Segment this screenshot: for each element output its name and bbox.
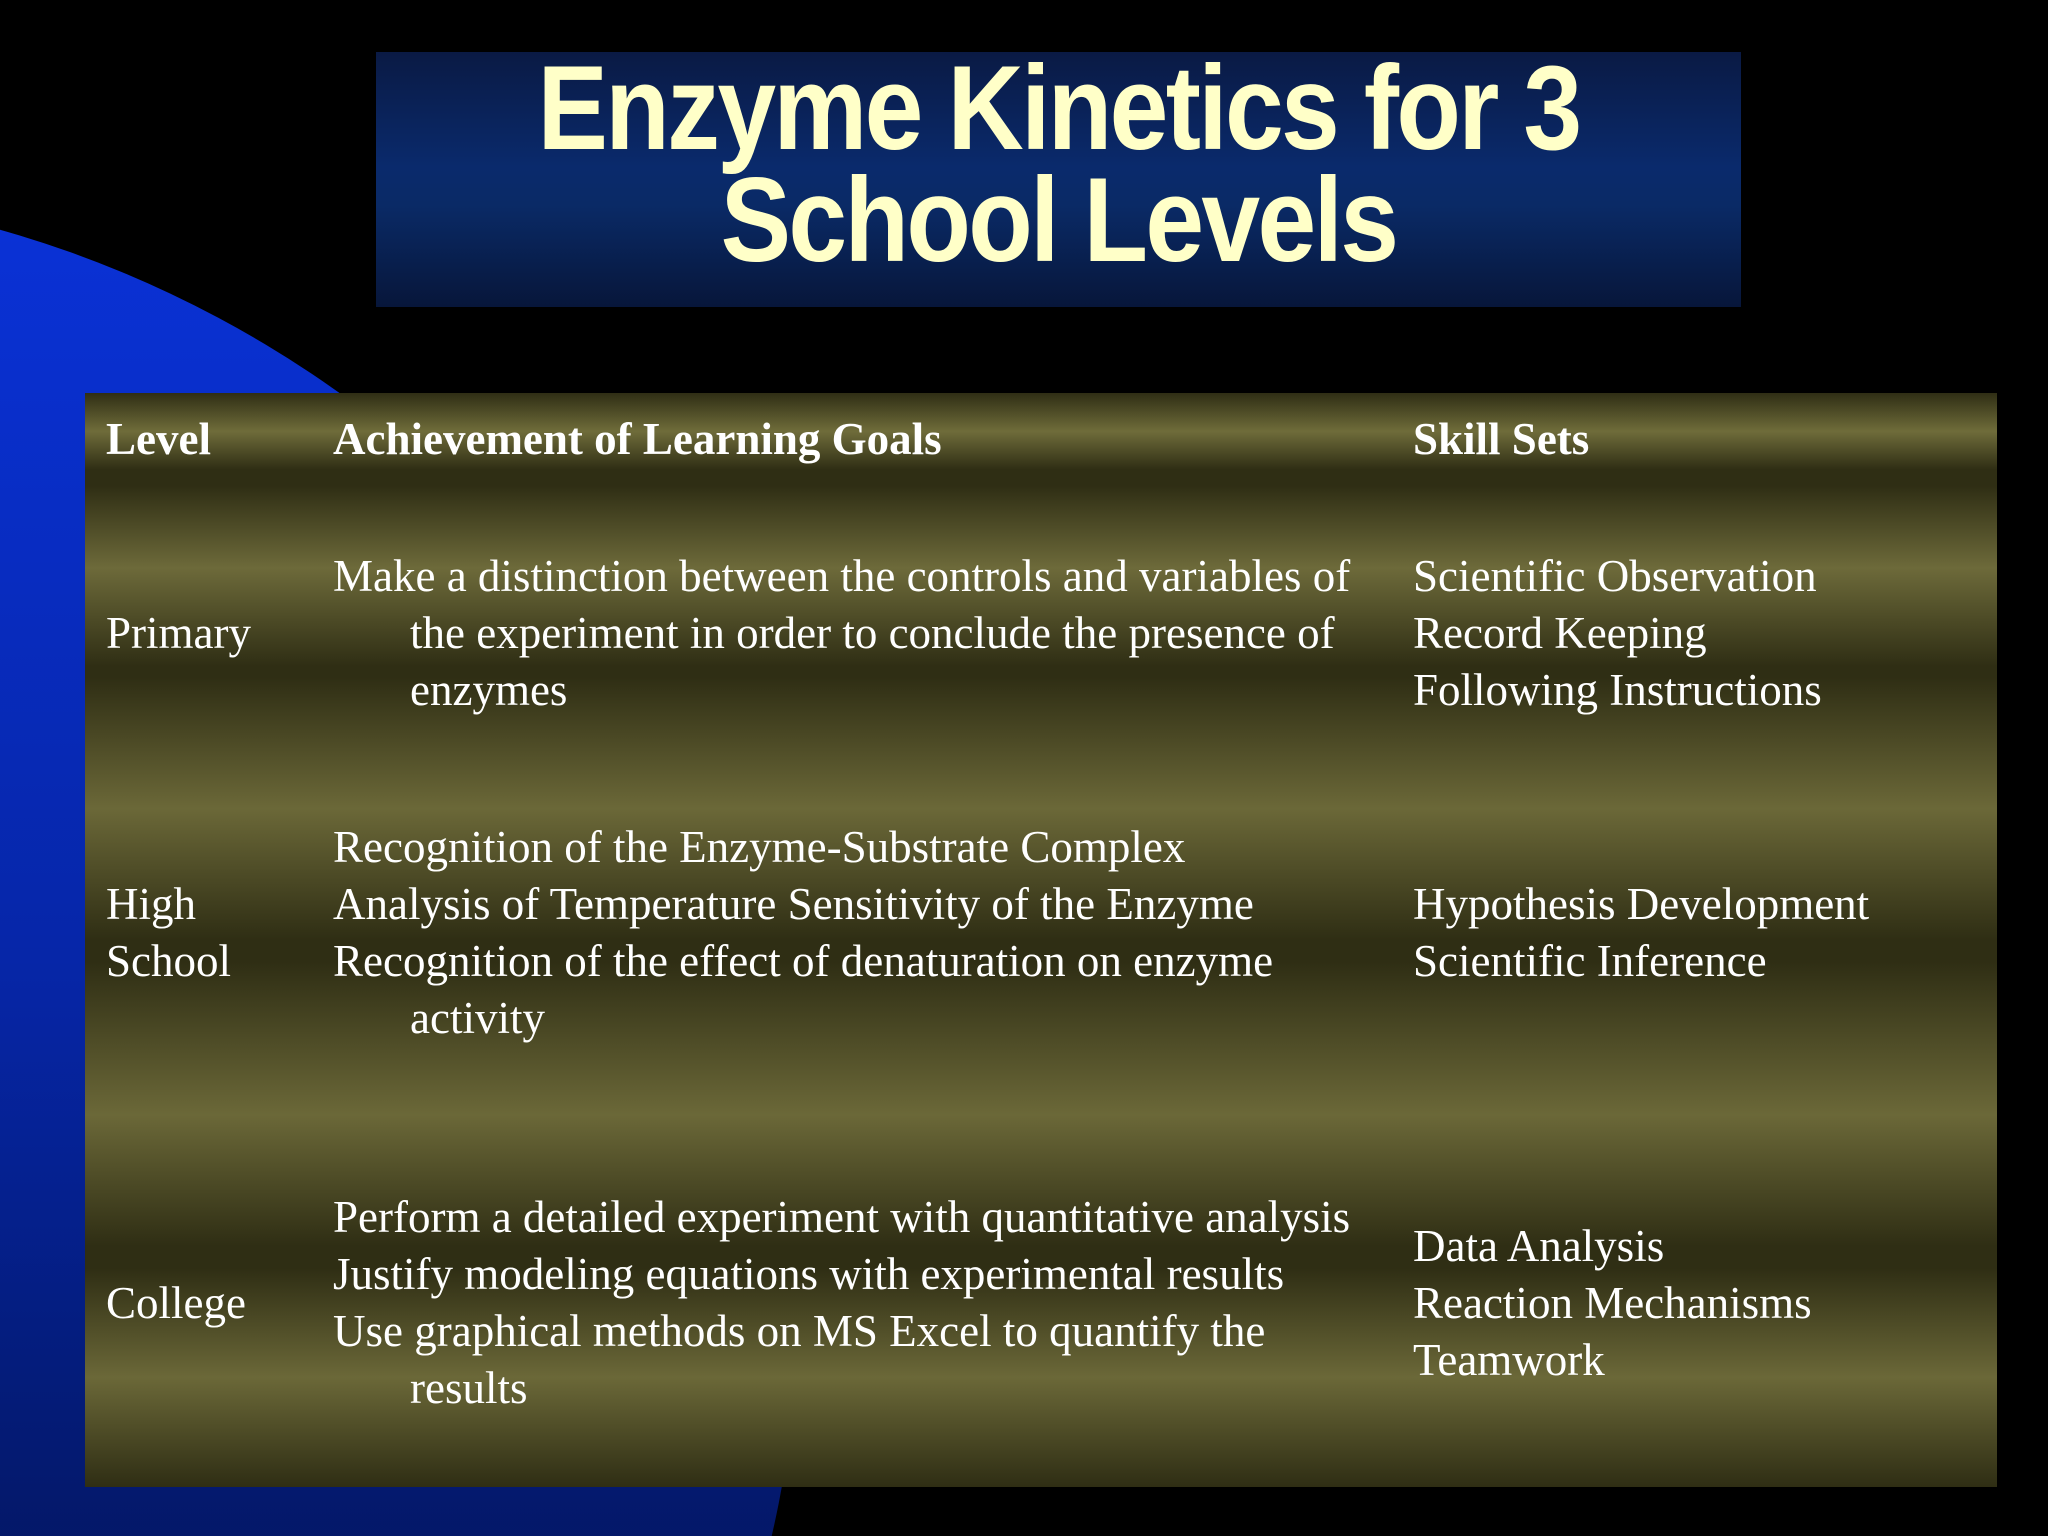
goal-item: Perform a detailed experiment with quantitative analysis [333,1192,1351,1242]
goal-item: Analysis of Temperature Sensitivity of the Enzyme [333,879,1254,929]
table-row-primary [85,533,1997,733]
goal-item: Make a distinction between the controls and variables of the experiment in order to conclude the presence of enzymes [333,550,1351,715]
skills-cell [1413,1123,1983,1483]
skill-item: Scientific Inference [1413,936,1767,986]
level-label: High School [106,879,232,986]
title-line-2: School Levels [720,153,1397,287]
goal-item: Justify modeling equations with experimental results [333,1249,1285,1299]
level-label: Primary [106,607,251,658]
header-skills: Skill Sets [1413,414,1590,464]
header-goals: Achievement of Learning Goals [333,414,942,464]
header-level: Level [106,414,211,464]
goal-item: Recognition of the effect of denaturation on enzyme activity [333,936,1274,1043]
skill-item: Following Instructions [1413,664,1822,715]
goals-cell [333,783,1393,1083]
title-line-1: Enzyme Kinetics for 3 [537,41,1580,175]
level-label: College [106,1277,246,1328]
skill-item: Record Keeping [1413,607,1707,658]
levels-table [85,393,1997,1487]
skills-cell [1413,783,1983,1083]
goals-cell [333,533,1393,733]
skill-item: Hypothesis Development [1413,879,1870,929]
skill-item: Reaction Mechanisms [1413,1277,1812,1328]
skill-item: Teamwork [1413,1334,1605,1385]
goals-cell [333,1123,1393,1483]
level-cell [106,1123,316,1483]
slide-title [458,41,1659,307]
table-row-high-school [85,783,1997,1083]
skill-item: Data Analysis [1413,1220,1665,1271]
table-row-college [85,1123,1997,1483]
skill-item: Scientific Observation [1413,550,1817,601]
goal-item: Use graphical methods on MS Excel to quantify the results [333,1306,1266,1413]
level-cell [106,783,316,1083]
goal-item: Recognition of the Enzyme-Substrate Complex [333,822,1186,872]
title-banner [376,41,1741,307]
skills-cell [1413,533,1983,733]
level-cell [106,533,316,733]
